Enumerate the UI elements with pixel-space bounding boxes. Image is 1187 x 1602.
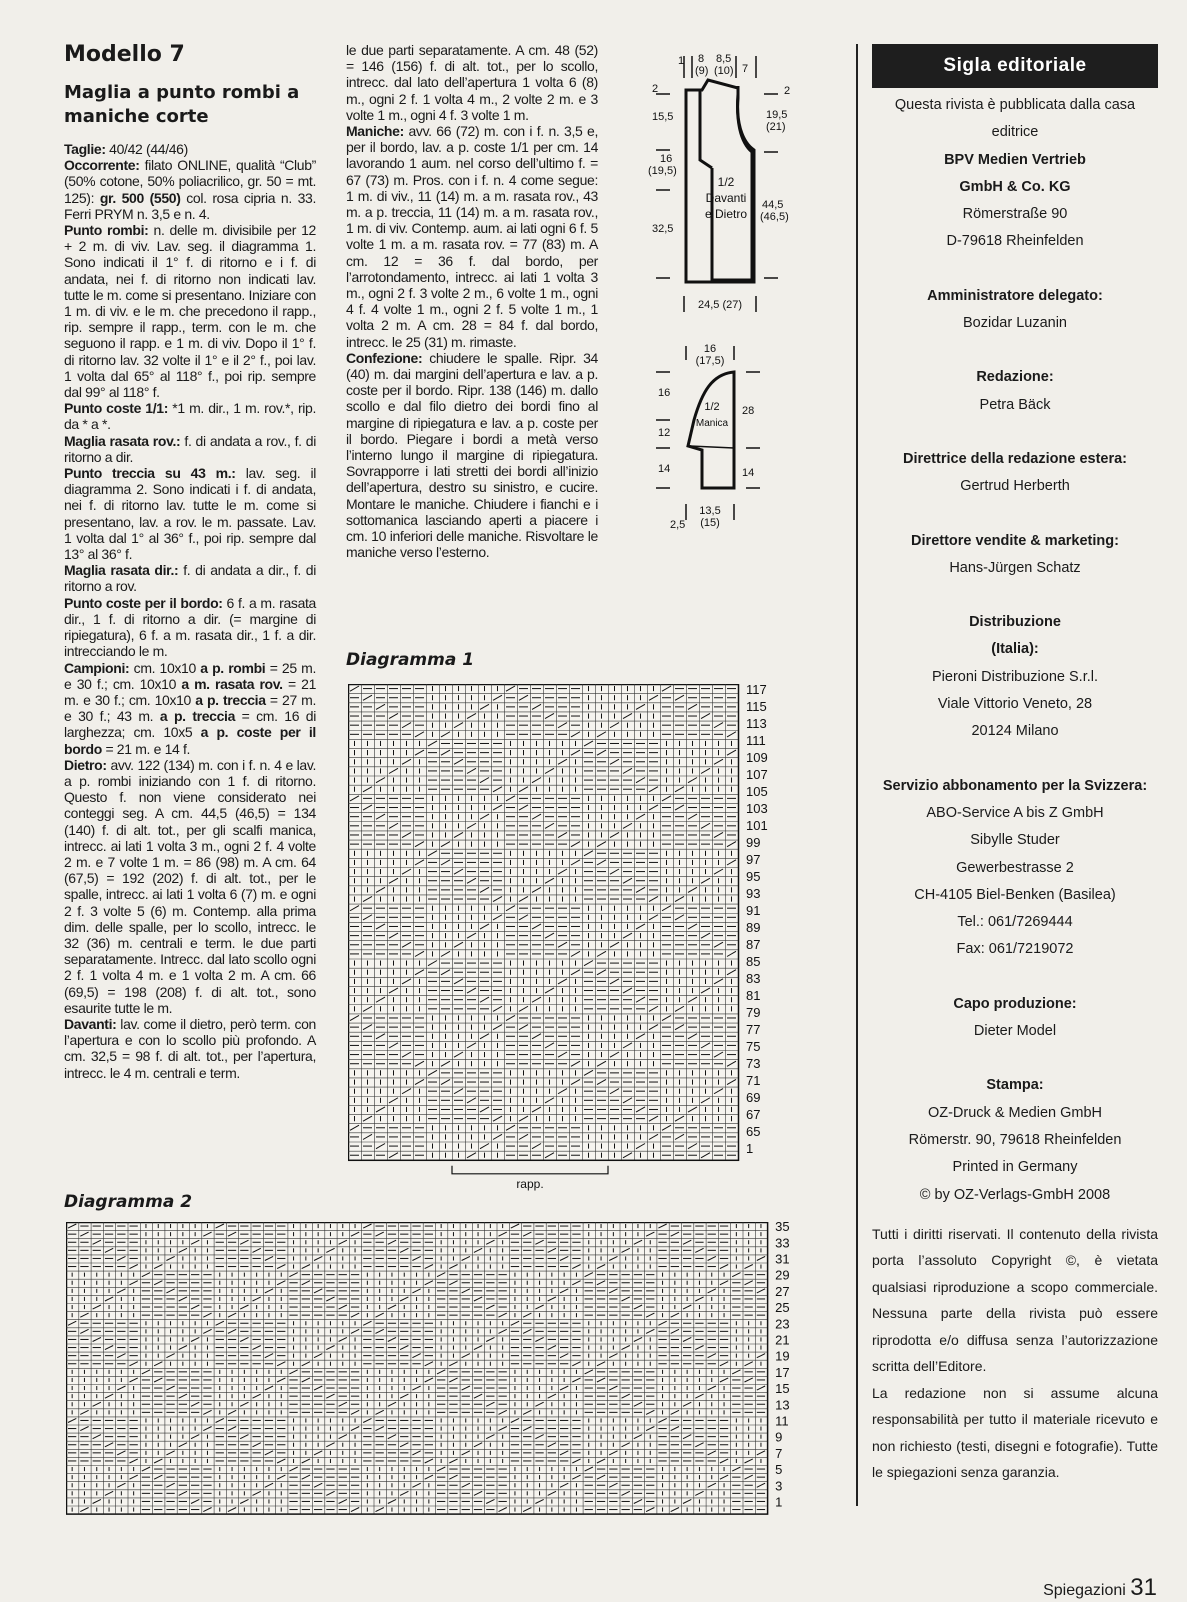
copyright-notice	[872, 1221, 1158, 1486]
footer-section: Spiegazioni	[1043, 1582, 1126, 1599]
row-number: 107	[746, 767, 768, 783]
row-number: 13	[775, 1397, 790, 1413]
paragraph-text: = 21 m. e 14 f.	[101, 740, 191, 757]
row-number: 19	[775, 1348, 790, 1364]
row-number: 65	[746, 1123, 761, 1139]
body-right-label-5: (46,5)	[760, 211, 789, 223]
body-top-label-2: 8	[698, 53, 705, 65]
section-line: Römerstr. 90, 79618 Rheinfelden	[908, 1131, 1122, 1148]
paragraph	[64, 222, 316, 400]
sleeve-right-label-2: 14	[742, 467, 755, 479]
body-top-label-1: 1	[678, 55, 685, 67]
paragraph	[64, 433, 316, 465]
paragraph-text: filato ONLINE, qualità “Club” (50% cotone, 50% poliacrilico, gr. 50 = mt. 125):	[64, 157, 316, 206]
section-line: Viale Vittorio Veneto, 28	[937, 696, 1093, 713]
row-number: 11	[775, 1413, 789, 1429]
row-number: 103	[746, 801, 768, 817]
row-number: 79	[746, 1005, 761, 1021]
row-number: 83	[746, 971, 761, 987]
paragraph	[64, 157, 316, 222]
paragraph-label: a p. treccia	[159, 708, 236, 725]
sleeve-top-label-1: 16	[703, 343, 717, 355]
row-number: 5	[775, 1462, 783, 1478]
section-line: Gertrud Herberth	[960, 478, 1070, 495]
paragraph-text: 40/42 (44/46)	[105, 141, 188, 157]
diagram-2-grid	[66, 1222, 836, 1532]
section-heading: Direttrice della redazione estera:	[902, 450, 1128, 467]
paragraph-text: avv. 66 (72) m. con i f. n. 3,5 e, per il bordo, lav. a p. coste 1/1 per cm. 14 lavorando 1 aum. nel corso dell’ultimo f. = 67 (73) m. Pros. con i f. n. 4 come segue: 1 m. di viv., 11 (14) m. a m. rasata rov., 43 m. a p. treccia, 11 (14) m. a m. rasata rov., 1 m. di viv. Contemp. aum. ai lati ogni 6 f. 5 volte 1 m. a m. rasata rov. = 77 (83) m. A cm. 12 = 36 f. dal bordo, per l’arrotondamento, intrecc. ai lati 1 volta 3 m., ogni 2 f. 3 volte 2 m., 6 volte 1 m., ogni 4 f. 4 volte 1 m., ogni 2 f. 5 volte 1 m., 1 volta 2 m. A cm. 28 = 84 f. dal bordo, intrecc. le 25 (31) m. rimaste.	[346, 123, 598, 350]
paragraph-label: Maniche:	[346, 123, 404, 140]
paragraph-label: Campioni:	[64, 659, 130, 676]
chart-cells	[348, 684, 739, 1160]
sleeve-top-label-2: (17,5)	[695, 355, 725, 367]
column-divider	[856, 44, 858, 1506]
body-bottom-label: 24,5 (27)	[697, 299, 743, 311]
page-number: 31	[1130, 1574, 1157, 1601]
publisher-address-2: D-79618 Rheinfelden	[946, 233, 1084, 250]
section-line: OZ-Druck & Medien GmbH	[927, 1104, 1103, 1121]
paragraph-label: Occorrente:	[64, 157, 140, 174]
section-heading: Servizio abbonamento per la Svizzera:	[882, 777, 1148, 794]
publisher-line-2: GmbH & Co. KG	[959, 178, 1071, 195]
sleeve-left-label-1: 16	[658, 387, 671, 399]
repeat-label: rapp.	[516, 1176, 544, 1191]
paragraph-text: avv. 122 (134) m. con i f. n. 4 e lav. a p. rombi iniziando con 1 f. di ritorno. Questo f. non viene considerato nei conteggi seg. A cm. 44,5 (46,5) = 134 (140) f. di alt. tot., per gli scalfi manica, intrecc. ai lati 1 volta 3 m., ogni 2 f. 4 volte 2 m. e 7 volte 1 m. = 86 (98) m. A cm. 64 (67,5) = 192 (202) f. di alt. tot., per le spalle, intrecc. ai lati 1 volta 6 (7) m. e ogni 2 f. 3 volte 5 (6) m. Contemp. alla prima dim. delle spalle, per lo scollo, intrecc. le 32 (36) m. centrali e term. le due parti separatamente. Intrecc. dal lato scollo ogni 2 f. 1 volta 4 m. e 1 volta 2 m. A cm. 66 (69,5) = 198 (208) f. di alt. tot., sono esaurite tutte le m.	[64, 756, 316, 1016]
paragraph	[346, 42, 598, 123]
paragraph-label: a p. treccia	[195, 691, 266, 708]
row-number: 93	[746, 886, 761, 902]
left-text-column	[64, 42, 316, 1081]
paragraph-label: Punto treccia su 43 m.:	[64, 465, 236, 482]
row-number: 7	[775, 1445, 783, 1461]
page-footer	[1043, 1574, 1157, 1602]
paragraph	[64, 400, 316, 432]
paragraph-label: Punto rombi:	[64, 222, 149, 239]
body-left-label-2: 15,5	[652, 111, 674, 123]
paragraph	[64, 1016, 316, 1081]
row-number: 73	[746, 1055, 761, 1071]
paragraph-text: chiudere le spalle. Ripr. 34 (40) m. dai margini dell’apertura e lav. a p. coste per il bordo. Ripr. 138 (146) m. dallo scollo e dal filo dietro dei bordi fino al margine di ripiegatura e lav. a p. coste per il bordo. Piegare i bordi a metà verso l’interno lungo il margine di ripiegatura. Sovrapporre i lati stretti dei bordi all’inizio dell’apertura, destro su sinistro, e cucire. Montare le maniche. Chiudere i fianchi e i sottomanica lasciando aperti a piacere i cm. 10 inferiori delle maniche. Risvoltare le maniche verso l’esterno.	[346, 349, 598, 561]
row-number: 81	[746, 988, 761, 1004]
row-number: 15	[775, 1381, 790, 1397]
paragraph-text: = cm. 16 di larghezza; cm. 10x5	[64, 708, 316, 741]
paragraph	[64, 562, 316, 594]
row-number: 101	[746, 818, 768, 834]
body-top-label-5: (10)	[714, 65, 734, 77]
paragraph-text: = 25 m. e 30 f.; cm. 10x10	[64, 659, 317, 692]
paragraph-label: Confezione:	[346, 349, 423, 366]
diagram-2-chart	[66, 1222, 836, 1532]
section-line: Fax: 061/7219072	[956, 941, 1074, 958]
row-number: 115	[746, 699, 767, 715]
paragraph-label: Maglia rasata rov.:	[64, 432, 181, 449]
paragraph-label: Punto coste per il bordo:	[64, 594, 223, 611]
row-number: 87	[746, 937, 761, 953]
row-number: 17	[775, 1364, 790, 1380]
paragraph	[64, 660, 316, 757]
section-line: © by OZ-Verlags-GmbH 2008	[919, 1186, 1111, 1203]
row-number: 95	[746, 869, 761, 885]
paragraph-label: a p. coste per il bordo	[64, 724, 316, 757]
paragraph-text: lav. seg. il diagramma 2. Sono indicati i f. di andata, nei f. di ritorno lav. tutte le m. come si presentano, lav. a rov. le m. passate. Lav. 1 volta dal 1° al 36° f., poi rip. sempre dal 13° al 36° f.	[64, 465, 316, 563]
paragraph-text: n. delle m. divisibile per 12 + 2 m. di viv. Lav. seg. il diagramma 1. Sono indicati il 1° f. di ritorno e i f. di andata, nei f. di ritorno non indicati lav. tutte le m. come si presentano. Iniziare con 1 m. di viv. e le m. che precedono il rapp., rip. sempre il rapp., term. con le m. che seguono il rapp. e 1 m. di viv. Dopo il 1° f. di ritorno lav. 32 volte il 1° e il 2° f., poi lav. 1 volta dal 65° al 118° f., poi rip. sempre dal 99° al 118° f.	[64, 222, 316, 401]
section-line: Sibylle Studer	[970, 832, 1060, 849]
row-number: 31	[775, 1251, 790, 1267]
row-number: 75	[746, 1039, 761, 1054]
row-number: 23	[775, 1316, 790, 1332]
paragraph	[64, 595, 316, 660]
paragraph-label: a p. rombi	[200, 659, 266, 676]
paragraph-text: = 21 m. e 30 f.; cm. 10x10	[64, 675, 316, 708]
row-number: 69	[746, 1089, 761, 1105]
sleeve-right-label-1: 28	[742, 405, 755, 417]
body-left-label-1: 2	[652, 83, 659, 95]
paragraph-text: le due parti separatamente. A cm. 48 (52) = 146 (156) f. di alt. tot., per lo scollo, intrecc. dal lato dell’apertura 1 volta 6 (8) m., ogni 2 f. 1 volta 4 m., 2 volte 2 m. e 3 volte 1 m., ogni 4 f. 3 volte 1 m.	[346, 42, 598, 123]
row-number: 77	[746, 1022, 761, 1038]
paragraph-label: Davanti:	[64, 1015, 117, 1032]
row-number: 111	[746, 733, 766, 749]
sleeve-center-label-2: Manica	[695, 418, 729, 429]
model-title: Modello 7	[64, 42, 185, 67]
body-top-label-6: 7	[742, 63, 749, 75]
row-number: 113	[746, 716, 767, 732]
body-right-label-2: 19,5	[766, 109, 788, 121]
sleeve-bottom-label-1: 2,5	[670, 519, 686, 531]
section-line: Petra Bäck	[979, 396, 1051, 413]
section-heading: Capo produzione:	[953, 995, 1077, 1012]
model-subtitle: Maglia a punto rombi a maniche corte	[64, 82, 300, 127]
instructions-column-2	[346, 42, 598, 561]
body-right-label-4: 44,5	[762, 199, 784, 211]
row-number: 109	[746, 750, 768, 766]
row-number: 85	[746, 954, 761, 970]
paragraph-text: = 27 m. e 30 f.; 43 m.	[64, 691, 317, 725]
sleeve-left-label-3: 14	[658, 463, 671, 475]
chart-cells	[66, 1222, 768, 1514]
section-heading: (Italia):	[991, 641, 1039, 658]
paragraph-label: gr. 500 (550)	[99, 189, 181, 206]
section-heading: Stampa:	[986, 1077, 1044, 1094]
body-left-label-3: 16	[660, 153, 673, 165]
paragraph	[346, 350, 598, 561]
diagram-1-grid	[348, 684, 828, 1204]
body-right-label-3: (21)	[766, 121, 786, 133]
instructions-column-1	[64, 141, 316, 1081]
row-number: 27	[775, 1283, 790, 1299]
panel-title: Sigla editoriale	[872, 44, 1158, 88]
paragraph-label: Taglie:	[64, 141, 106, 157]
row-number: 91	[746, 903, 761, 919]
row-number: 89	[746, 920, 761, 936]
body-top-label-4: 8,5	[716, 53, 732, 65]
paragraph-text: 6 f. a m. rasata dir., 1 f. di ritorno a dir. (= margine di ripiegatura), 6 f. a m. rasata dir., 1 f. a dir. intrecciando le m.	[64, 594, 316, 660]
diagram-1-title: Diagramma 1	[346, 650, 475, 670]
paragraph-label: Punto coste 1/1:	[64, 400, 168, 417]
paragraph	[346, 123, 598, 350]
paragraph	[64, 141, 316, 157]
paragraph-text: f. di andata a dir., f. di ritorno a rov.	[64, 562, 316, 595]
paragraph-text: cm. 10x10	[129, 659, 201, 676]
intro-line-1: Questa rivista è pubblicata dalla casa	[894, 97, 1136, 113]
paragraph-label: Dietro:	[64, 756, 107, 773]
row-number: 29	[775, 1267, 790, 1283]
section-line: Printed in Germany	[952, 1159, 1078, 1176]
sleeve-center-label-1: 1/2	[704, 401, 720, 413]
row-number: 71	[746, 1072, 761, 1088]
row-number: 99	[746, 835, 761, 851]
diagram-2-title: Diagramma 2	[64, 1192, 193, 1212]
section-line: Dieter Model	[973, 1023, 1057, 1040]
intro-line-2: editrice	[991, 124, 1039, 141]
row-number: 1	[775, 1494, 783, 1510]
paragraph-label: Maglia rasata dir.:	[64, 562, 179, 579]
row-number: 3	[775, 1478, 783, 1494]
paragraph	[64, 465, 316, 562]
middle-text-column	[346, 42, 598, 561]
section-line: CH-4105 Biel-Benken (Basilea)	[914, 886, 1116, 903]
section-line: Pieroni Distribuzione S.r.l.	[931, 668, 1098, 685]
sleeve-schematic	[650, 340, 790, 540]
body-left-label-5: 32,5	[652, 223, 674, 235]
publisher-address-1: Römerstraße 90	[962, 206, 1068, 223]
section-heading: Direttore vendite & marketing:	[911, 532, 1119, 549]
row-number: 97	[746, 852, 761, 868]
row-number: 1	[746, 1140, 754, 1156]
section-line: Bozidar Luzanin	[963, 315, 1067, 332]
paragraph-text: col. rosa cipria n. 33. Ferri PRYM n. 3,5 e n. 4.	[64, 189, 316, 222]
section-heading: Distribuzione	[969, 614, 1061, 631]
section-heading: Redazione:	[976, 369, 1054, 386]
body-center-label-3: e Dietro	[704, 207, 748, 221]
row-number: 21	[775, 1332, 790, 1348]
row-number: 35	[775, 1222, 790, 1235]
paragraph-text: lav. come il dietro, però term. con l’apertura e con lo scollo più profondo. A cm. 32,5 = 98 f. di alt. tot., per l’apertura, intrecc. le 4 m. centrali e term.	[64, 1015, 316, 1081]
body-left-label-4: (19,5)	[648, 165, 677, 177]
row-number: 33	[775, 1235, 790, 1251]
editorial-panel	[872, 44, 1158, 1486]
section-line: Tel.: 061/7269444	[957, 914, 1073, 931]
row-number: 105	[746, 784, 768, 800]
section-heading: Amministratore delegato:	[927, 287, 1103, 304]
sleeve-left-label-2: 12	[658, 427, 671, 439]
body-right-label-1: 2	[784, 85, 791, 97]
diagram-1-chart	[348, 684, 828, 1204]
paragraph-label: a m. rasata rov.	[181, 675, 283, 692]
liability-paragraph: La redazione non si assume alcuna responsabilità per tutto il materiale ricevuto e non richiesto (testi, disegni e fotografie). Tutte le spiegazioni senza garanzia.	[872, 1384, 1158, 1481]
body-center-label-1: 1/2	[717, 175, 735, 189]
body-center-label-2: Davanti	[705, 191, 747, 205]
row-number: 25	[775, 1300, 790, 1316]
paragraph	[64, 757, 316, 1016]
repeat-bracket	[452, 1166, 608, 1174]
row-number: 9	[775, 1429, 783, 1445]
section-line: Hans-Jürgen Schatz	[949, 559, 1081, 576]
body-top-label-3: (9)	[695, 65, 709, 77]
publisher-line-1: BPV Medien Vertrieb	[944, 151, 1086, 168]
panel-sections	[872, 256, 1158, 1209]
sleeve-bottom-label-2: 13,5	[699, 505, 721, 517]
section-line: Gewerbestrasse 2	[956, 859, 1074, 876]
copyright-paragraph: Tutti i diritti riservati. Il contenuto della rivista porta l’assoluto Copyright ©, è vietata qualsiasi riproduzione a scopo commerciale. Nessuna parte della rivista può essere riprodotta e/o diffusa senza l’autorizzazione scritta dell’Editore.	[872, 1225, 1158, 1375]
section-line: ABO-Service A bis Z GmbH	[926, 804, 1104, 821]
sleeve-bottom-label-3: (15)	[700, 517, 720, 529]
section-line: 20124 Milano	[971, 723, 1059, 740]
paragraph-text: f. di andata a rov., f. di ritorno a dir.	[64, 432, 316, 465]
paragraph-text: *1 m. dir., 1 m. rov.*, rip. da * a *.	[64, 400, 316, 433]
row-number: 117	[746, 684, 767, 698]
sleeve-outline	[688, 372, 734, 488]
body-schematic	[640, 50, 800, 320]
row-number: 67	[746, 1106, 761, 1122]
